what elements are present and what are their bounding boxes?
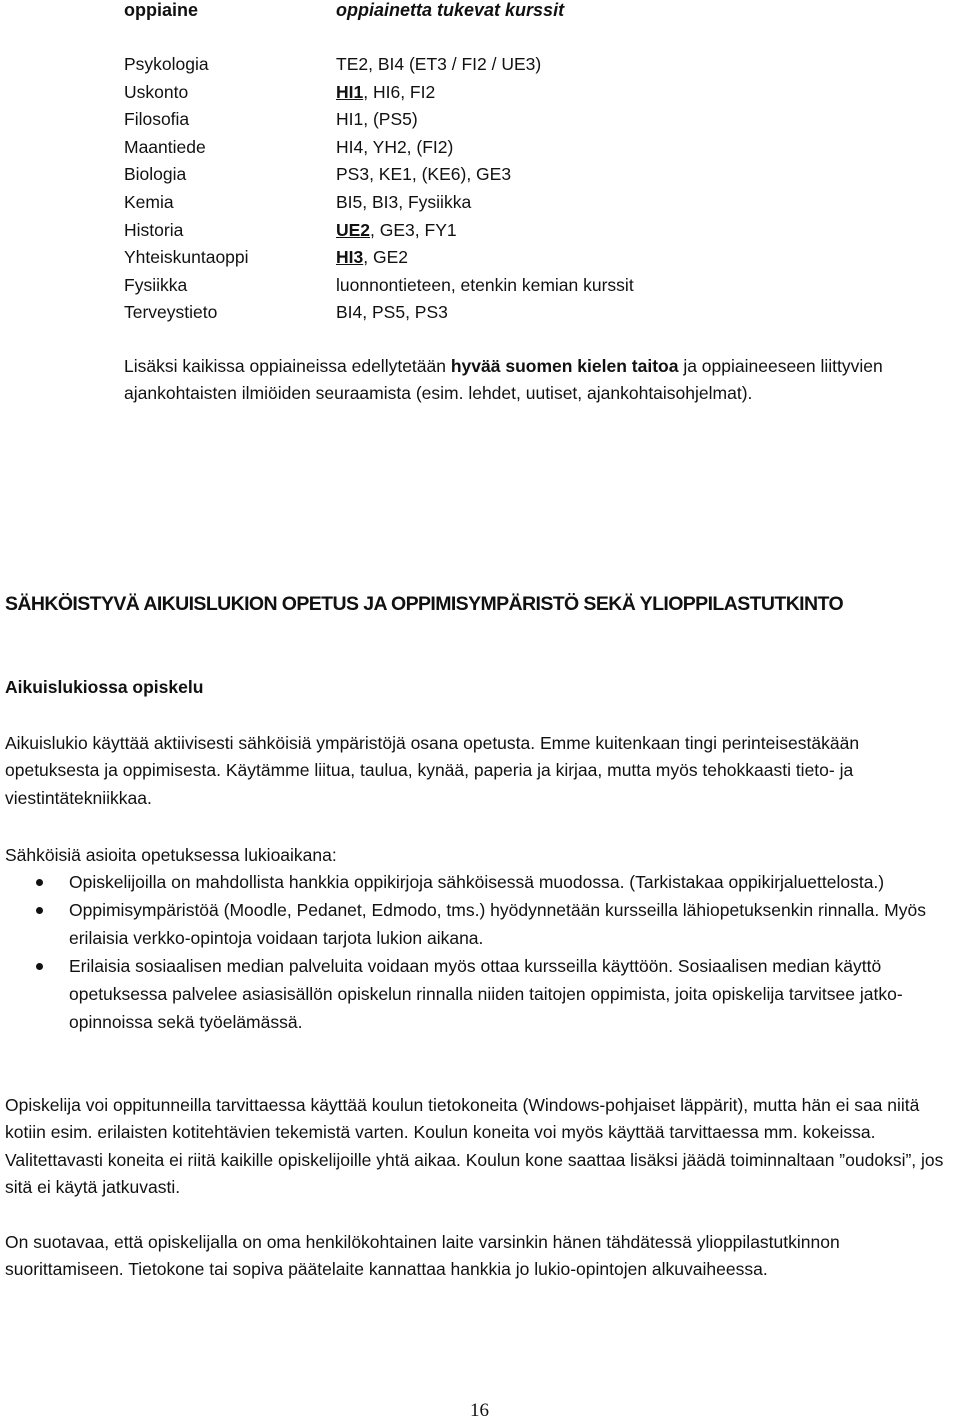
course-code-text: HI4, YH2, (FI2) [336, 136, 454, 157]
electronic-items-list [0, 868, 960, 1036]
subject-name: Psykologia [124, 54, 209, 74]
course-code-text: luonnontieteen, etenkin kemian kurssit [336, 274, 634, 295]
course-code-text: TE2, BI4 (ET3 / FI2 / UE3) [336, 54, 542, 74]
bullet-icon [36, 907, 43, 914]
list-item-text: Opiskelijoilla on mahdollista hankkia oppikirjoja sähköisessä muodossa. (Tarkistakaa oppikirjaluettelosta.) [69, 872, 885, 892]
subject-name: Fysiikka [124, 274, 188, 295]
subject-name: Yhteiskuntaoppi [124, 247, 249, 268]
list-intro: Sähköisiä asioita opetuksessa lukioaikana: [5, 845, 337, 865]
note-text-end: ja oppiaineeseen liittyvien ajankohtaisten ilmiöiden seuraamista (esim. lehdet, uutiset, ajankohtaisohjelmat). [124, 356, 883, 404]
list-item-text: Oppimisympäristöä (Moodle, Pedanet, Edmodo, tms.) hyödynnetään kursseilla lähiopetuksenkin rinnalla. Myös erilaisia verkko-opintoja voidaan tarjota lukion aikana. [69, 900, 926, 948]
course-code-text: , HI6, FI2 [363, 81, 436, 102]
supporting-courses [336, 106, 418, 134]
list-item [0, 868, 954, 896]
course-code-text: , GE3, FY1 [370, 219, 457, 240]
table-row [0, 217, 960, 245]
table-row [0, 189, 960, 217]
language-skill-note [124, 353, 924, 408]
course-code-emphasized: HI1 [336, 81, 364, 102]
supporting-courses [336, 134, 453, 162]
table-header-courses: oppiainetta tukevat kurssit [336, 0, 565, 20]
bullet-icon [36, 963, 43, 970]
table-row [0, 299, 960, 327]
subject-name: Maantiede [124, 136, 206, 157]
supporting-courses [336, 189, 471, 217]
list-item [0, 896, 954, 952]
bullet-icon [36, 879, 43, 886]
course-code-text: BI5, BI3, Fysiikka [336, 192, 472, 212]
computer-use-paragraph: Opiskelija voi oppitunneilla tarvittaessa käyttää koulun tietokoneita (Windows-pohjaiset läppärit), mutta hän ei saa niitä kotiin esim. erilaisten kotitehtävien tekemistä varten. Koulun koneita voi myös käyttää tarvittaessa mm. kokeissa. Valitettavasti koneita ei riitä kaikille opiskelijoille yhtä aikaa. Koulun kone saattaa lisäksi jäädä toiminnaltaan ”oudoksi”, jos sitä ei käytä jatkuvasti. [5, 1095, 944, 1198]
course-code-text: BI4, PS5, PS3 [336, 302, 448, 323]
page-number: 16 [470, 1400, 489, 1421]
subject-name: Kemia [124, 192, 174, 212]
supporting-courses [336, 217, 457, 245]
supporting-courses [336, 51, 541, 79]
subject-name: Uskonto [124, 81, 189, 102]
course-code-text: PS3, KE1, (KE6), GE3 [336, 164, 512, 185]
table-header-subject: oppiaine [124, 0, 199, 20]
subject-name: Filosofia [124, 109, 190, 130]
course-code-text: HI1, (PS5) [336, 109, 418, 130]
table-row [0, 134, 960, 162]
table-row [0, 272, 960, 300]
table-row [0, 161, 960, 189]
subject-name: Biologia [124, 164, 187, 185]
note-emphasis: hyvää suomen kielen taitoa [450, 356, 679, 376]
subject-name: Historia [124, 219, 184, 240]
subject-name: Terveystieto [124, 302, 218, 323]
course-code-text: , GE2 [363, 247, 408, 268]
list-item-text: Erilaisia sosiaalisen median palveluita voidaan myös ottaa kursseilla käyttöön. Sosiaalisen median käyttö opetuksessa palvelee asiasisällön opiskelun rinnalla niiden taitojen oppimista, joita opiskelija tarvitsee jatko-opinnoissa sekä työelämässä. [69, 956, 903, 1032]
supporting-courses [336, 79, 435, 107]
course-code-emphasized: HI3 [336, 247, 364, 268]
supporting-courses [336, 272, 634, 300]
own-device-paragraph: On suotavaa, että opiskelijalla on oma henkilökohtainen laite varsinkin hänen tähdätessä ylioppilastutkinnon suorittamiseen. Tietokone tai sopiva päätelaite kannattaa hankkia jo lukio-opintojen alkuvaiheessa. [5, 1232, 840, 1280]
table-row [0, 244, 960, 272]
section-subheading: Aikuislukiossa opiskelu [5, 677, 204, 697]
supporting-courses [336, 299, 448, 327]
table-row [0, 51, 960, 79]
table-row [0, 79, 960, 107]
table-row [0, 106, 960, 134]
course-code-emphasized: UE2 [336, 219, 371, 240]
section-heading: SÄHKÖISTYVÄ AIKUISLUKION OPETUS JA OPPIMISYMPÄRISTÖ SEKÄ YLIOPPILASTUTKINTO [5, 593, 844, 615]
intro-paragraph: Aikuislukio käyttää aktiivisesti sähköisiä ympäristöjä osana opetusta. Emme kuitenkaan tingi perinteisestäkään opetuksesta ja oppimisesta. Käytämme liitua, taulua, kynää, paperia ja kirjaa, mutta myös tehokkaasti tieto- ja viestintätekniikkaa. [5, 733, 860, 808]
list-item [0, 952, 954, 1036]
note-text-start: Lisäksi kaikissa oppiaineissa edellytetään [124, 356, 451, 376]
supporting-courses [336, 244, 408, 272]
supporting-courses [336, 161, 511, 189]
